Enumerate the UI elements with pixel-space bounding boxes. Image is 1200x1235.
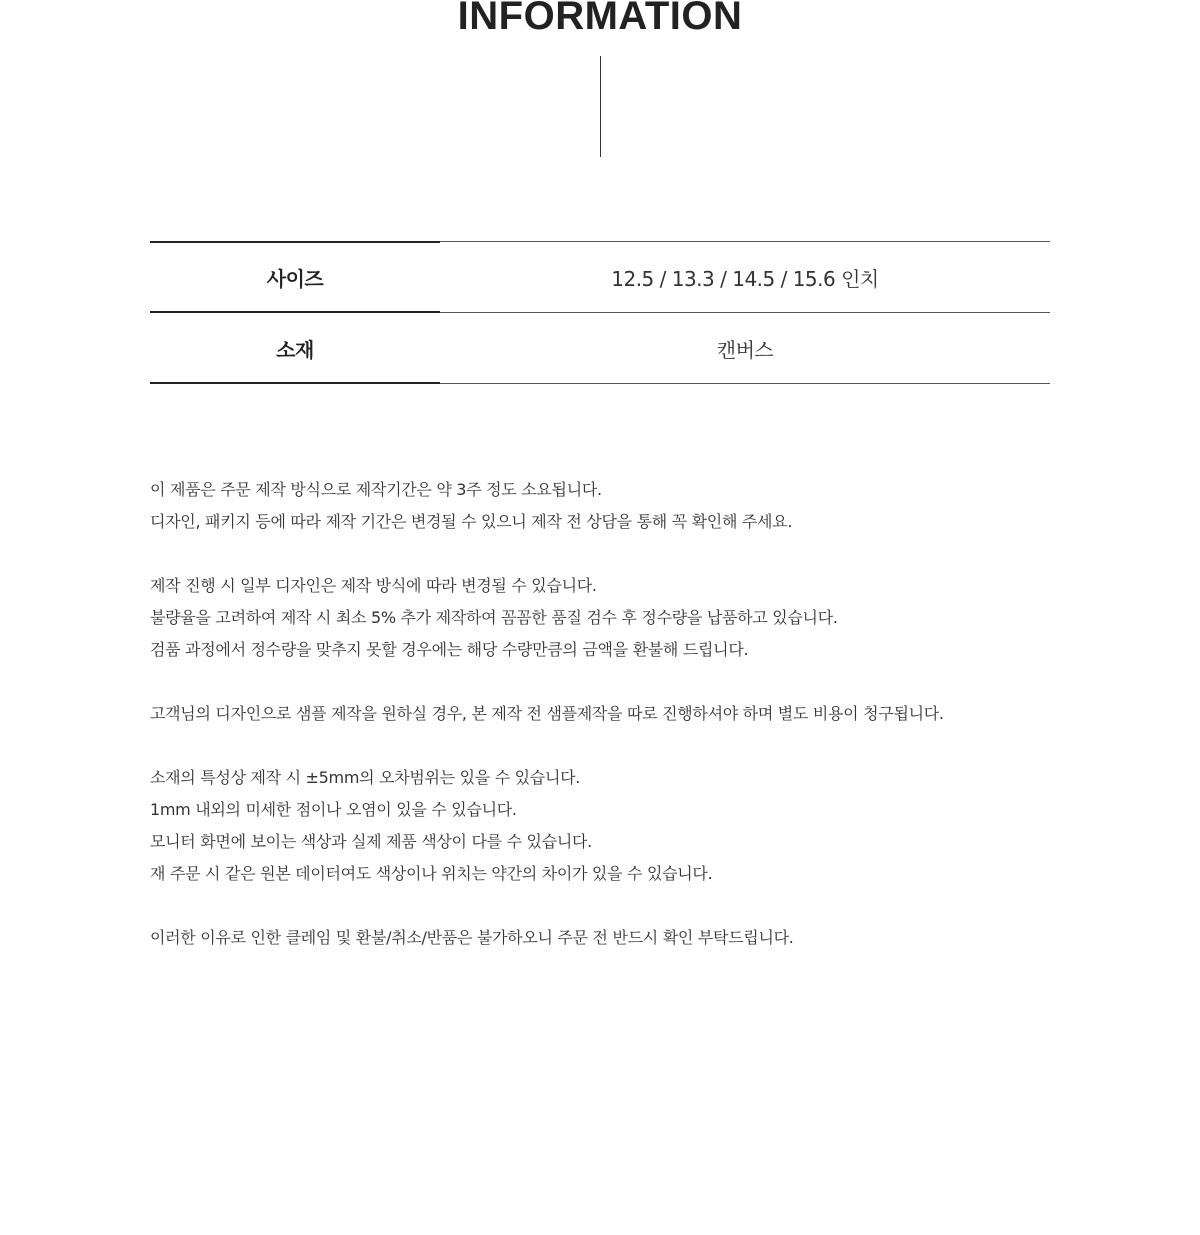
note-line: 검품 과정에서 정수량을 맞추지 못할 경우에는 해당 수량만큼의 금액을 환불해 드립니다.	[150, 640, 749, 659]
spacer	[150, 730, 1050, 762]
note-line: 이 제품은 주문 제작 방식으로 제작기간은 약 3주 정도 소요됩니다.	[150, 480, 602, 499]
spec-label: 소재	[276, 337, 314, 362]
note-line: 1mm 내외의 미세한 점이나 오염이 있을 수 있습니다.	[150, 800, 517, 819]
note-line: 불량율을 고려하여 제작 시 최소 5% 추가 제작하여 꼼꼼한 품질 검수 후 정수량을 납품하고 있습니다.	[150, 608, 838, 627]
note-line: 디자인, 패키지 등에 따라 제작 기간은 변경될 수 있으니 제작 전 상담을 통해 꼭 확인해 주세요.	[150, 512, 793, 531]
spec-value: 캔버스	[716, 337, 774, 362]
spec-label: 사이즈	[266, 266, 324, 291]
note-line: 제작 진행 시 일부 디자인은 제작 방식에 따라 변경될 수 있습니다.	[150, 576, 597, 595]
notes-section	[150, 474, 1050, 954]
note-line: 재 주문 시 같은 원본 데이터여도 색상이나 위치는 약간의 차이가 있을 수 있습니다.	[150, 864, 713, 883]
vertical-divider	[600, 56, 601, 157]
note-line: 고객님의 디자인으로 샘플 제작을 원하실 경우, 본 제작 전 샘플제작을 따로 진행하셔야 하며 별도 비용이 청구됩니다.	[150, 704, 944, 723]
note-line: 모니터 화면에 보이는 색상과 실제 제품 색상이 다를 수 있습니다.	[150, 832, 592, 851]
spacer	[150, 538, 1050, 570]
spec-row-size	[150, 241, 1050, 313]
spacer	[150, 890, 1050, 922]
note-line: 이러한 이유로 인한 클레임 및 환불/취소/반품은 불가하오니 주문 전 반드시 확인 부탁드립니다.	[150, 928, 794, 947]
label-rule	[150, 382, 440, 384]
note-line: 소재의 특성상 제작 시 ±5mm의 오차범위는 있을 수 있습니다.	[150, 768, 581, 787]
spec-table	[150, 241, 1050, 384]
spacer	[150, 666, 1050, 698]
spec-row-material	[150, 313, 1050, 384]
spec-value: 12.5 / 13.3 / 14.5 / 15.6 인치	[611, 266, 879, 291]
page-title: INFORMATION	[457, 0, 743, 38]
